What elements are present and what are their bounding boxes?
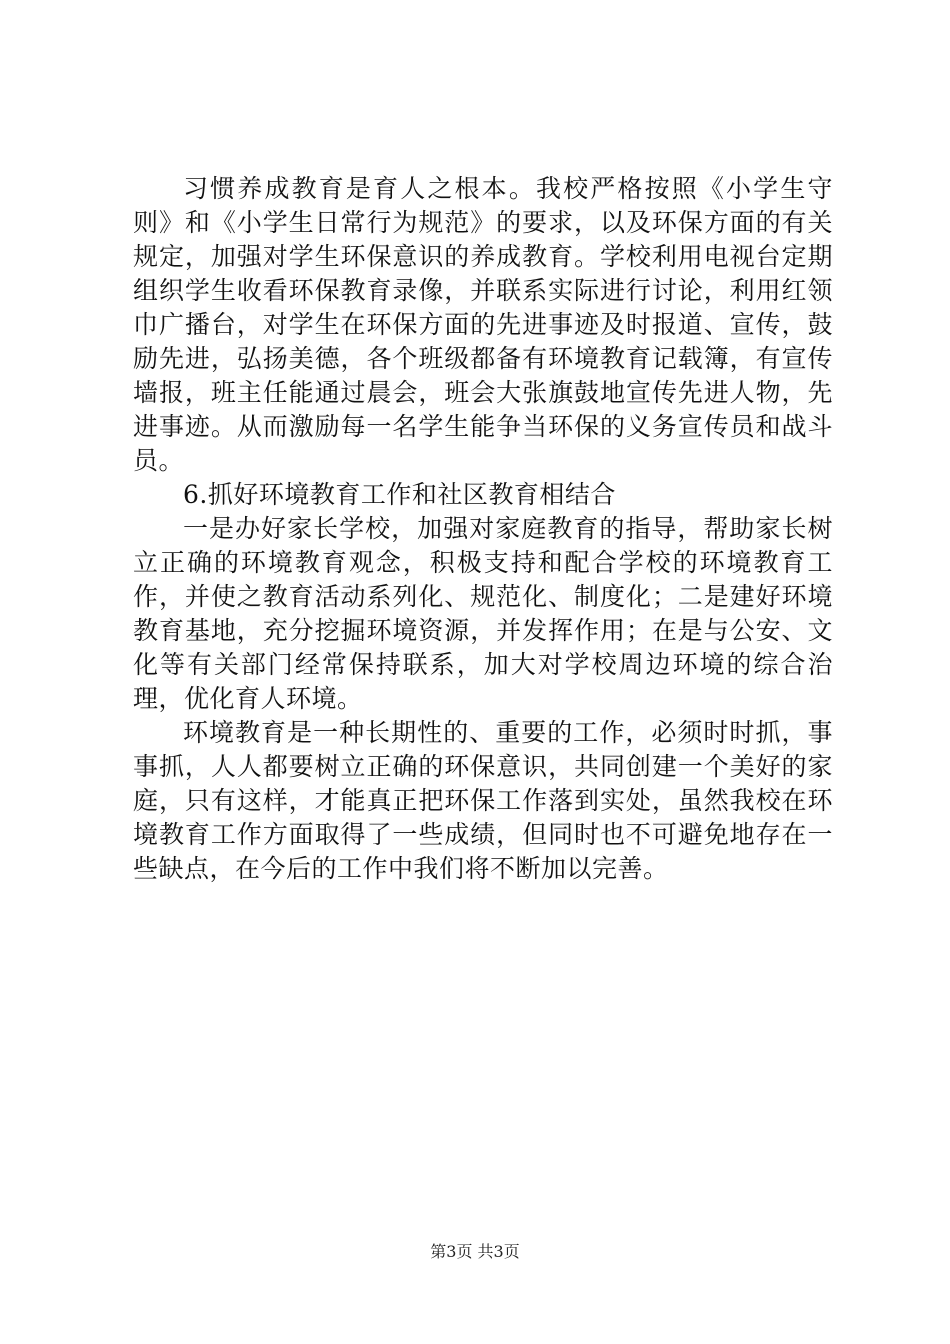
paragraph-conclusion: 环境教育是一种长期性的、重要的工作，必须时时抓，事事抓，人人都要树立正确的环保意识，共同创建一个美好的家庭，只有这样，才能真正把环保工作落到实处，虽然我校在环境教育工作方面取得了一些成绩，但同时也不可避免地存在一些缺点，在今后的工作中我们将不断加以完善。 xyxy=(133,718,833,883)
paragraph-habit-education: 习惯养成教育是育人之根本。我校严格按照《小学生守则》和《小学生日常行为规范》的要求，以及环保方面的有关规定，加强对学生环保意识的养成教育。学校利用电视台定期组织学生收看环保教育录像，并联系实际进行讨论，利用红领巾广播台，对学生在环保方面的先进事迹及时报道、宣传，鼓励先进，弘扬美德，各个班级都备有环境教育记载簿，有宣传墙报，班主任能通过晨会，班会大张旗鼓地宣传先进人物，先进事迹。从而激励每一名学生能争当环保的义务宣传员和战斗员。 xyxy=(133,174,833,475)
section-heading-community-education: 6.抓好环境教育工作和社区教育相结合 xyxy=(183,480,616,509)
paragraph-parent-school: 一是办好家长学校，加强对家庭教育的指导，帮助家长树立正确的环境教育观念，积极支持和配合学校的环境教育工作，并使之教育活动系列化、规范化、制度化；二是建好环境教育基地，充分挖掘环境资源，并发挥作用；在是与公安、文化等有关部门经常保持联系，加大对学校周边环境的综合治理，优化育人环境。 xyxy=(133,514,833,713)
document-body xyxy=(133,172,833,886)
page-footer: 第3页 共3页 xyxy=(430,1242,520,1261)
